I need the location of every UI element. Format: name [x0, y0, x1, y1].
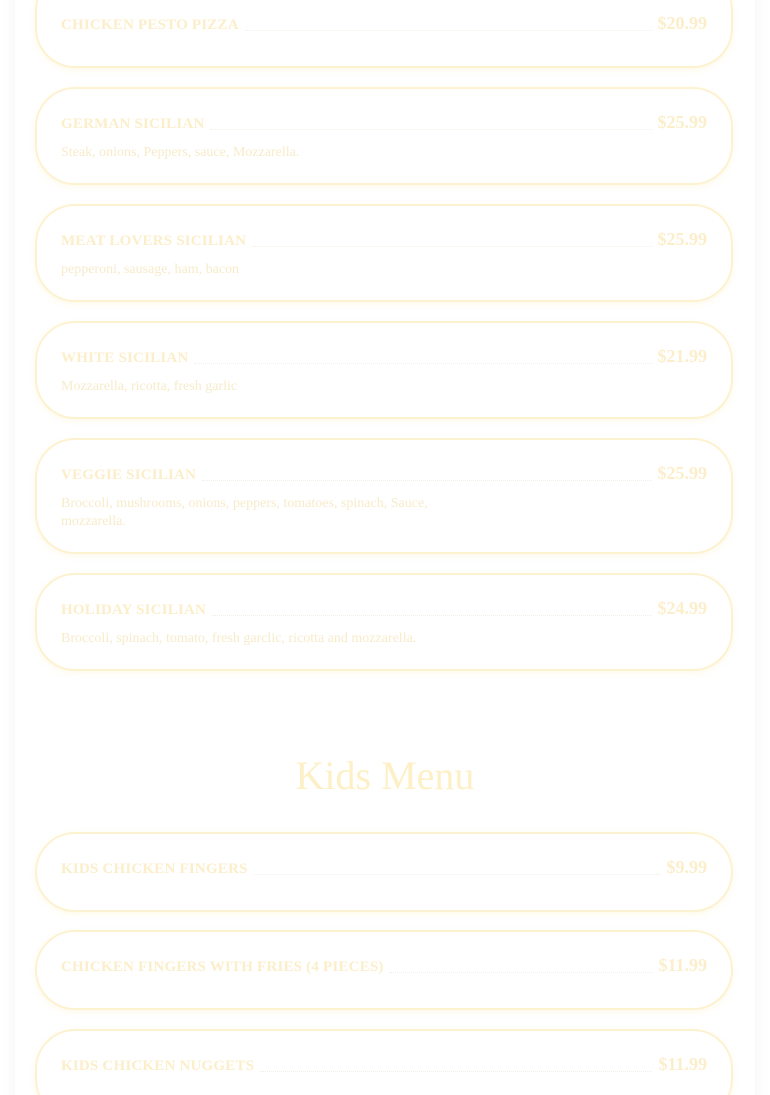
menu-item-description: Steak, onions, Peppers, sauce, Mozzarella.	[61, 145, 300, 160]
menu-item-name: WHITE SICILIAN	[61, 350, 189, 366]
dotted-leader	[254, 873, 661, 875]
menu-item-name: CHICKEN FINGERS WITH FRIES (4 PIECES)	[61, 959, 384, 975]
menu-item-row	[61, 229, 707, 250]
menu-item-description: Broccoli, mushrooms, onions, peppers, tomatoes, spinach, Sauce, mozzarella.	[61, 496, 428, 529]
menu-item-card	[35, 1029, 733, 1095]
menu-item-description: pepperoni, sausage, ham, bacon	[61, 262, 240, 277]
menu-item-card	[35, 832, 733, 912]
dotted-leader	[245, 29, 652, 31]
menu-item-price: $11.99	[658, 1054, 707, 1074]
section-title-kids-menu: Kids Menu	[295, 753, 475, 798]
menu-item-card	[35, 204, 733, 302]
menu-item-price: $24.99	[657, 598, 707, 618]
menu-item-price: $21.99	[657, 346, 707, 366]
dotted-leader	[210, 128, 651, 130]
dotted-leader	[194, 362, 651, 364]
dotted-leader	[212, 614, 651, 616]
menu-item-name: KIDS CHICKEN NUGGETS	[61, 1058, 255, 1074]
menu-item-row	[61, 346, 707, 367]
menu-item-price: $11.99	[658, 955, 707, 975]
dotted-leader	[390, 971, 653, 973]
menu-item-name: GERMAN SICILIAN	[61, 116, 205, 132]
menu-item-price: $25.99	[657, 112, 707, 132]
menu-item-row	[61, 857, 707, 878]
menu-item-card	[35, 0, 733, 68]
menu-item-description: Mozzarella, ricotta, fresh garlic	[61, 379, 238, 394]
menu-item-row	[61, 463, 707, 484]
menu-item-description: Broccoli, spinach, tomato, fresh garclic, ricotta and mozzarella.	[61, 631, 417, 646]
menu-item-price: $25.99	[657, 229, 707, 249]
menu-item-card	[35, 321, 733, 419]
menu-item-name: CHICKEN PESTO PIZZA	[61, 17, 239, 33]
menu-item-name: VEGGIE SICILIAN	[61, 467, 197, 483]
dotted-leader	[252, 245, 651, 247]
menu-item-price: $9.99	[666, 857, 707, 877]
menu-item-row	[61, 955, 707, 976]
menu-item-name: KIDS CHICKEN FINGERS	[61, 861, 248, 877]
menu-item-row	[61, 13, 707, 34]
menu-item-card	[35, 87, 733, 185]
menu-item-row	[61, 598, 707, 619]
menu-item-name: HOLIDAY SICILIAN	[61, 602, 207, 618]
dotted-leader	[202, 479, 651, 481]
dotted-leader	[260, 1070, 652, 1072]
menu-item-row	[61, 112, 707, 133]
menu-item-card	[35, 438, 733, 554]
menu-item-row	[61, 1054, 707, 1075]
menu-item-name: MEAT LOVERS SICILIAN	[61, 233, 247, 249]
menu-item-price: $20.99	[657, 13, 707, 33]
menu-item-card	[35, 930, 733, 1010]
menu-item-card	[35, 573, 733, 671]
menu-item-price: $25.99	[657, 463, 707, 483]
